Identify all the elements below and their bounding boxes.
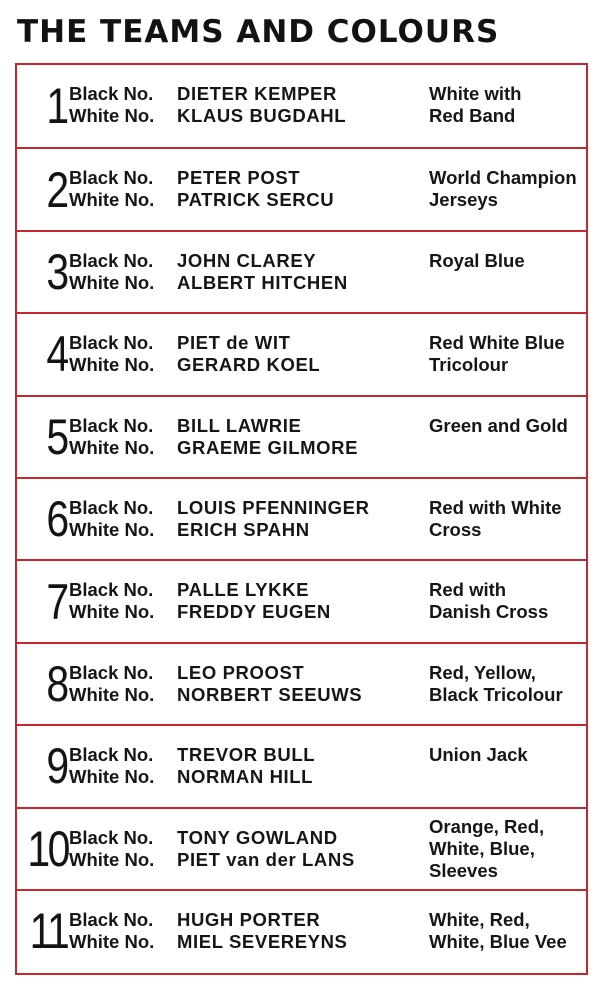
team-number: 1 <box>46 78 67 135</box>
white-rider-name: FREDDY EUGEN <box>177 601 331 623</box>
team-colours <box>429 332 565 376</box>
black-number-label: Black No. <box>69 744 154 766</box>
team-colours <box>429 83 521 127</box>
black-rider-name: LOUIS PFENNINGER <box>177 497 370 518</box>
rider-names <box>177 83 346 127</box>
black-number-label: Black No. <box>69 167 154 189</box>
colour-line: White, Blue Vee <box>429 931 567 952</box>
team-number: 3 <box>46 243 67 300</box>
team-number: 6 <box>46 491 67 548</box>
team-row <box>17 395 586 477</box>
colour-line: White with <box>429 83 522 104</box>
team-row <box>17 230 586 312</box>
black-number-label: Black No. <box>69 909 154 930</box>
black-rider-name: HUGH PORTER <box>177 909 321 930</box>
team-row <box>17 642 586 724</box>
team-row <box>17 65 586 147</box>
team-row <box>17 724 586 806</box>
team-number: 7 <box>46 573 67 630</box>
team-row <box>17 807 586 889</box>
rider-names <box>177 250 348 294</box>
black-rider-name: BILL LAWRIE <box>177 414 302 436</box>
white-number-label: White No. <box>69 105 155 126</box>
white-number-label: White No. <box>69 601 155 623</box>
colour-line: Red with White <box>429 497 562 518</box>
rider-names <box>177 167 334 211</box>
white-rider-name: GERARD KOEL <box>177 354 321 376</box>
black-rider-name: TREVOR BULL <box>177 744 316 766</box>
cap-labels <box>69 332 154 376</box>
rider-names <box>177 662 362 706</box>
colour-line: Red White Blue <box>429 332 565 354</box>
black-number-label: Black No. <box>69 83 154 104</box>
white-number-label: White No. <box>69 766 155 788</box>
rider-names <box>177 332 320 376</box>
colour-line: World Champion <box>429 167 577 189</box>
white-number-label: White No. <box>69 931 155 952</box>
team-row <box>17 147 586 229</box>
white-rider-name: GRAEME GILMORE <box>177 436 359 458</box>
colour-line: Danish Cross <box>429 601 549 623</box>
white-number-label: White No. <box>69 354 155 376</box>
rider-names <box>177 909 348 953</box>
white-rider-name: KLAUS BUGDAHL <box>177 105 347 126</box>
rider-names <box>177 579 331 623</box>
team-number: 8 <box>46 655 67 712</box>
team-number: 9 <box>46 738 67 795</box>
white-rider-name: MIEL SEVEREYNS <box>177 931 348 952</box>
white-number-label: White No. <box>69 271 155 293</box>
team-row <box>17 312 586 394</box>
black-number-label: Black No. <box>69 497 154 518</box>
colour-line: Red, Yellow, <box>429 661 536 683</box>
black-rider-name: PALLE LYKKE <box>177 579 310 601</box>
cap-labels <box>69 827 154 871</box>
team-number: 10 <box>27 820 69 877</box>
black-rider-name: LEO PROOST <box>177 661 305 683</box>
black-number-label: Black No. <box>69 249 154 271</box>
colour-line: Green and Gold <box>429 414 568 436</box>
colour-line: White, Blue, <box>429 837 535 859</box>
colour-line: Royal Blue <box>429 249 525 271</box>
team-colours <box>429 744 528 766</box>
cap-labels <box>69 415 154 459</box>
black-number-label: Black No. <box>69 826 154 848</box>
black-rider-name: TONY GOWLAND <box>177 826 338 848</box>
team-colours <box>429 250 525 272</box>
team-row <box>17 559 586 641</box>
team-number: 4 <box>46 326 67 383</box>
white-rider-name: NORBERT SEEUWS <box>177 683 363 705</box>
page-title: THE TEAMS AND COLOURS <box>17 14 500 50</box>
team-colours <box>429 415 568 437</box>
white-rider-name: PIET van der LANS <box>177 848 355 870</box>
cap-labels <box>69 662 154 706</box>
team-row <box>17 889 586 971</box>
team-number: 11 <box>29 903 68 960</box>
cap-labels <box>69 167 154 211</box>
white-number-label: White No. <box>69 519 155 540</box>
team-colours <box>429 662 563 706</box>
cap-labels <box>69 579 154 623</box>
team-number: 2 <box>46 161 67 218</box>
cap-labels <box>69 497 154 541</box>
rider-names <box>177 497 370 541</box>
black-rider-name: JOHN CLAREY <box>177 249 317 271</box>
white-number-label: White No. <box>69 436 155 458</box>
cap-labels <box>69 744 154 788</box>
black-number-label: Black No. <box>69 414 154 436</box>
cap-labels <box>69 250 154 294</box>
black-rider-name: DIETER KEMPER <box>177 83 337 104</box>
team-colours <box>429 579 548 623</box>
colour-line: Red Band <box>429 105 516 126</box>
team-colours <box>429 497 562 541</box>
black-rider-name: PETER POST <box>177 167 301 189</box>
colour-line: Jerseys <box>429 189 498 211</box>
team-number: 5 <box>46 408 67 465</box>
colour-line: White, Red, <box>429 909 530 930</box>
colour-line: Union Jack <box>429 744 528 766</box>
white-rider-name: PATRICK SERCU <box>177 189 335 211</box>
colour-line: Orange, Red, <box>429 815 545 837</box>
team-colours <box>429 816 544 882</box>
team-colours <box>429 909 567 953</box>
team-row <box>17 477 586 559</box>
colour-line: Red with <box>429 579 507 601</box>
white-number-label: White No. <box>69 848 155 870</box>
white-rider-name: NORMAN HILL <box>177 766 314 788</box>
white-number-label: White No. <box>69 189 155 211</box>
colour-line: Cross <box>429 519 482 540</box>
black-rider-name: PIET de WIT <box>177 332 291 354</box>
teams-table <box>15 63 588 975</box>
rider-names <box>177 415 358 459</box>
colour-line: Sleeves <box>429 859 498 881</box>
cap-labels <box>69 909 154 953</box>
cap-labels <box>69 83 154 127</box>
white-rider-name: ALBERT HITCHEN <box>177 271 348 293</box>
rider-names <box>177 744 315 788</box>
white-number-label: White No. <box>69 683 155 705</box>
black-number-label: Black No. <box>69 332 154 354</box>
rider-names <box>177 827 355 871</box>
team-colours <box>429 167 577 211</box>
colour-line: Tricolour <box>429 354 509 376</box>
black-number-label: Black No. <box>69 661 154 683</box>
black-number-label: Black No. <box>69 579 154 601</box>
colour-line: Black Tricolour <box>429 683 563 705</box>
white-rider-name: ERICH SPAHN <box>177 519 310 540</box>
